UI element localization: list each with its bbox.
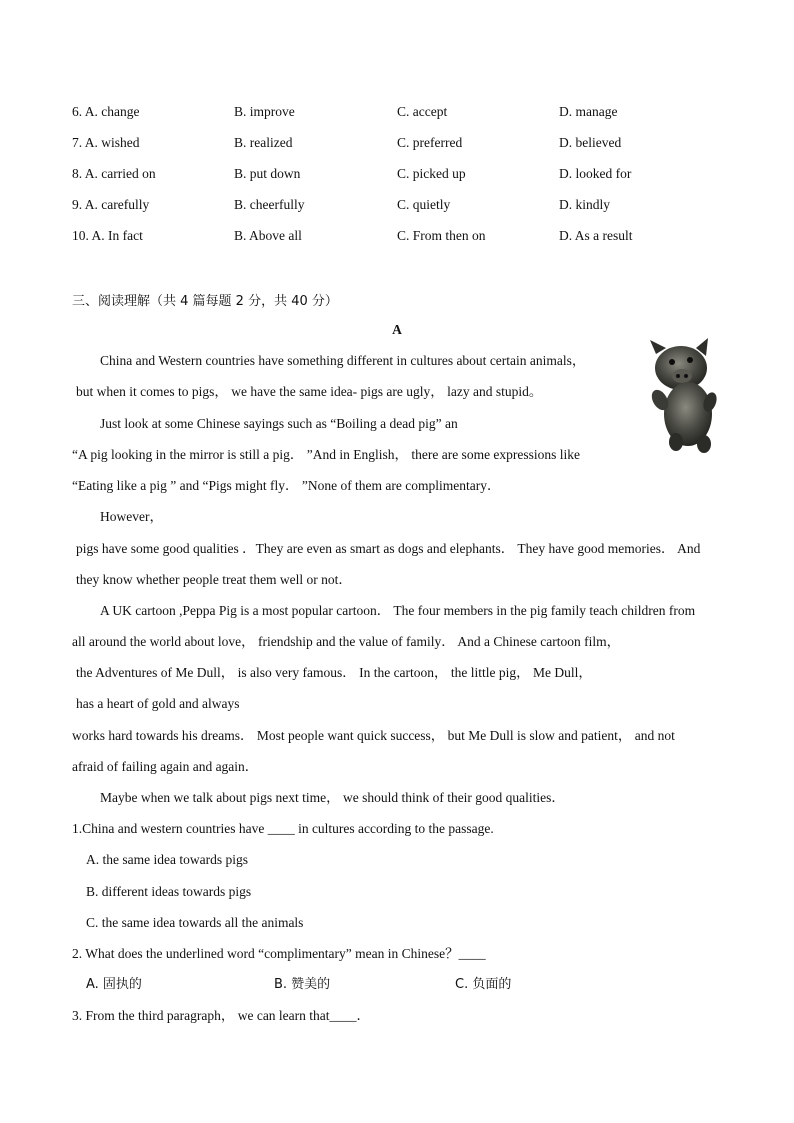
option-c: C. From then on xyxy=(397,228,486,243)
option-b: B. realized xyxy=(234,135,293,150)
question-stem: 1.China and western countries have ____ in cultures according to the passage. xyxy=(72,821,494,836)
option-a: 10. A. In fact xyxy=(72,228,143,243)
question-stem: 3. From the third paragraph， we can learn that____． xyxy=(72,1008,371,1023)
passage-line: but when it comes to pigs， we have the same idea- pigs are ugly， lazy and stupid。 xyxy=(76,384,543,399)
option-c: C. preferred xyxy=(397,135,463,150)
option-a: 6. A. change xyxy=(72,104,140,119)
option-b: B. improve xyxy=(234,104,295,119)
question-stem: 2. What does the underlined word “complimentary” mean in Chinese？____ xyxy=(72,946,486,961)
answer-option-c[interactable]: C. the same idea towards all the animals xyxy=(86,915,304,930)
passage-line: Maybe when we talk about pigs next time， we should think of their good qualities． xyxy=(100,790,565,805)
option-d: D. manage xyxy=(559,104,618,119)
answer-option-b[interactable]: B. different ideas towards pigs xyxy=(86,884,252,899)
answer-option-a[interactable]: A. the same idea towards pigs xyxy=(86,852,248,867)
option-d: D. looked for xyxy=(559,166,632,181)
passage-line: all around the world about love， friendship and the value of family． And a Chinese cartoon film， xyxy=(72,634,621,649)
option-d: D. As a result xyxy=(559,228,633,243)
option-a: 7. A. wished xyxy=(72,135,140,150)
option-c: C. picked up xyxy=(397,166,466,181)
passage-line: However， xyxy=(100,509,163,524)
passage-line: they know whether people treat them well or not． xyxy=(76,572,352,587)
passage-line: “A pig looking in the mirror is still a pig． ”And in English， there are some expressions like xyxy=(72,447,581,462)
option-b: B. cheerfully xyxy=(234,197,305,212)
section-heading: 三、阅读理解（共 4 篇每题 2 分，共 40 分） xyxy=(72,294,338,309)
passage-line: China and Western countries have something different in cultures about certain animals， xyxy=(100,353,586,368)
passage-line: “Eating like a pig ” and “Pigs might fly． ”None of them are complimentary． xyxy=(72,478,501,493)
passage-line: pigs have some good qualities ．They are even as smart as dogs and elephants． They have good memories． And xyxy=(76,541,701,556)
option-a: 8. A. carried on xyxy=(72,166,156,181)
passage-line: has a heart of gold and always xyxy=(76,696,240,711)
answer-option-b[interactable]: B. 赞美的 xyxy=(274,977,331,992)
option-c: C. accept xyxy=(397,104,448,119)
passage-label: A xyxy=(392,322,402,337)
passage-line: Just look at some Chinese sayings such as “Boiling a dead pig” an xyxy=(100,416,458,431)
passage-line: afraid of failing again and again． xyxy=(72,759,259,774)
answer-option-c[interactable]: C. 负面的 xyxy=(455,977,512,992)
passage-line: A UK cartoon ,Peppa Pig is a most popular cartoon． The four members in the pig family teach children from xyxy=(100,603,696,618)
option-a: 9. A. carefully xyxy=(72,197,150,212)
passage-line: works hard towards his dreams． Most people want quick success， but Me Dull is slow and patient， and not xyxy=(72,728,675,743)
option-b: B. put down xyxy=(234,166,301,181)
pig-illustration xyxy=(646,338,724,454)
option-d: D. believed xyxy=(559,135,622,150)
passage-line: the Adventures of Me Dull， is also very famous． In the cartoon， the little pig， Me Dull， xyxy=(76,665,592,680)
option-c: C. quietly xyxy=(397,197,451,212)
answer-option-a[interactable]: A. 固执的 xyxy=(86,977,142,992)
option-b: B. Above all xyxy=(234,228,302,243)
option-d: D. kindly xyxy=(559,197,611,212)
